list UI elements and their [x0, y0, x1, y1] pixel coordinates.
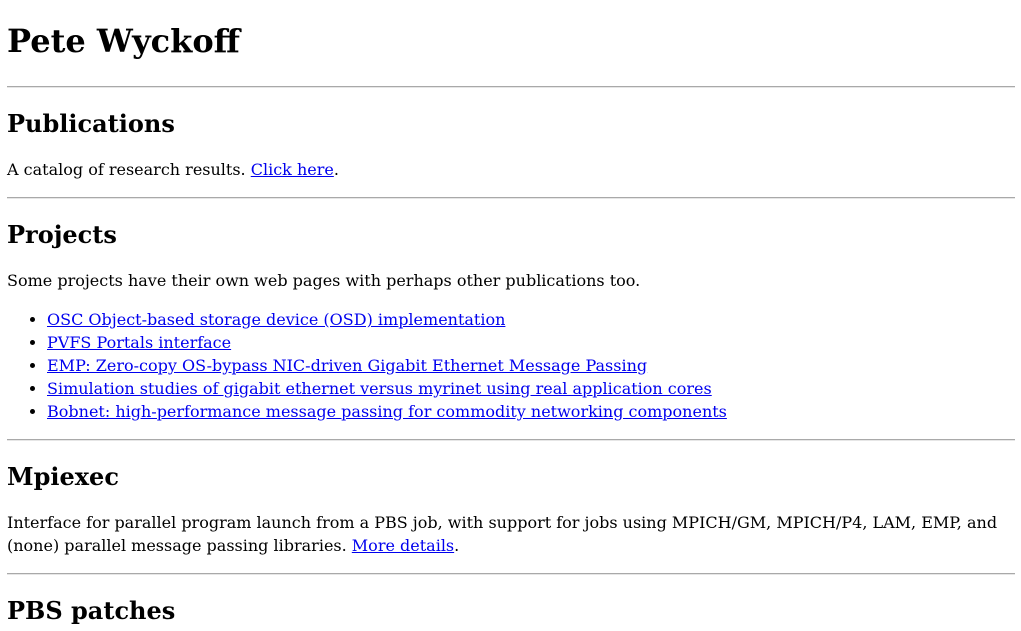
section-divider [7, 197, 1015, 199]
projects-intro: Some projects have their own web pages with perhaps other publications too. [7, 271, 641, 290]
list-item [47, 400, 1015, 423]
project-link-simulation[interactable]: Simulation studies of gigabit ethernet versus myrinet using real application cores [47, 379, 712, 398]
project-link-bobnet[interactable]: Bobnet: high-performance message passing for commodity networking components [47, 402, 727, 421]
project-link-emp[interactable]: EMP: Zero-copy OS-bypass NIC-driven Gigabit Ethernet Message Passing [47, 356, 648, 375]
publications-text: A catalog of research results. [7, 160, 251, 179]
section-divider [7, 573, 1015, 575]
publications-paragraph [7, 158, 1015, 181]
pbs-patches-heading: PBS patches [7, 596, 176, 625]
list-item [47, 377, 1015, 400]
page-title: Pete Wyckoff [7, 22, 240, 60]
projects-list [7, 308, 1015, 423]
publications-suffix: . [333, 160, 339, 179]
mpiexec-suffix: . [454, 536, 460, 555]
list-item [47, 308, 1015, 331]
publications-link[interactable]: Click here [250, 160, 334, 179]
mpiexec-heading: Mpiexec [7, 462, 119, 491]
mpiexec-details-link[interactable]: More details [351, 536, 455, 555]
project-link-pvfs-portals[interactable]: PVFS Portals interface [47, 333, 232, 352]
section-divider [7, 86, 1015, 88]
mpiexec-paragraph [7, 511, 1015, 557]
mpiexec-text: Interface for parallel program launch from a PBS job, with support for jobs using MPICH/GM, MPICH/P4, LAM, EMP, and (none) parallel message passing libraries. [7, 513, 998, 555]
projects-heading: Projects [7, 220, 117, 249]
section-divider [7, 439, 1015, 441]
list-item [47, 354, 1015, 377]
publications-heading: Publications [7, 109, 175, 138]
list-item [47, 331, 1015, 354]
project-link-osd[interactable]: OSC Object-based storage device (OSD) implementation [47, 310, 506, 329]
